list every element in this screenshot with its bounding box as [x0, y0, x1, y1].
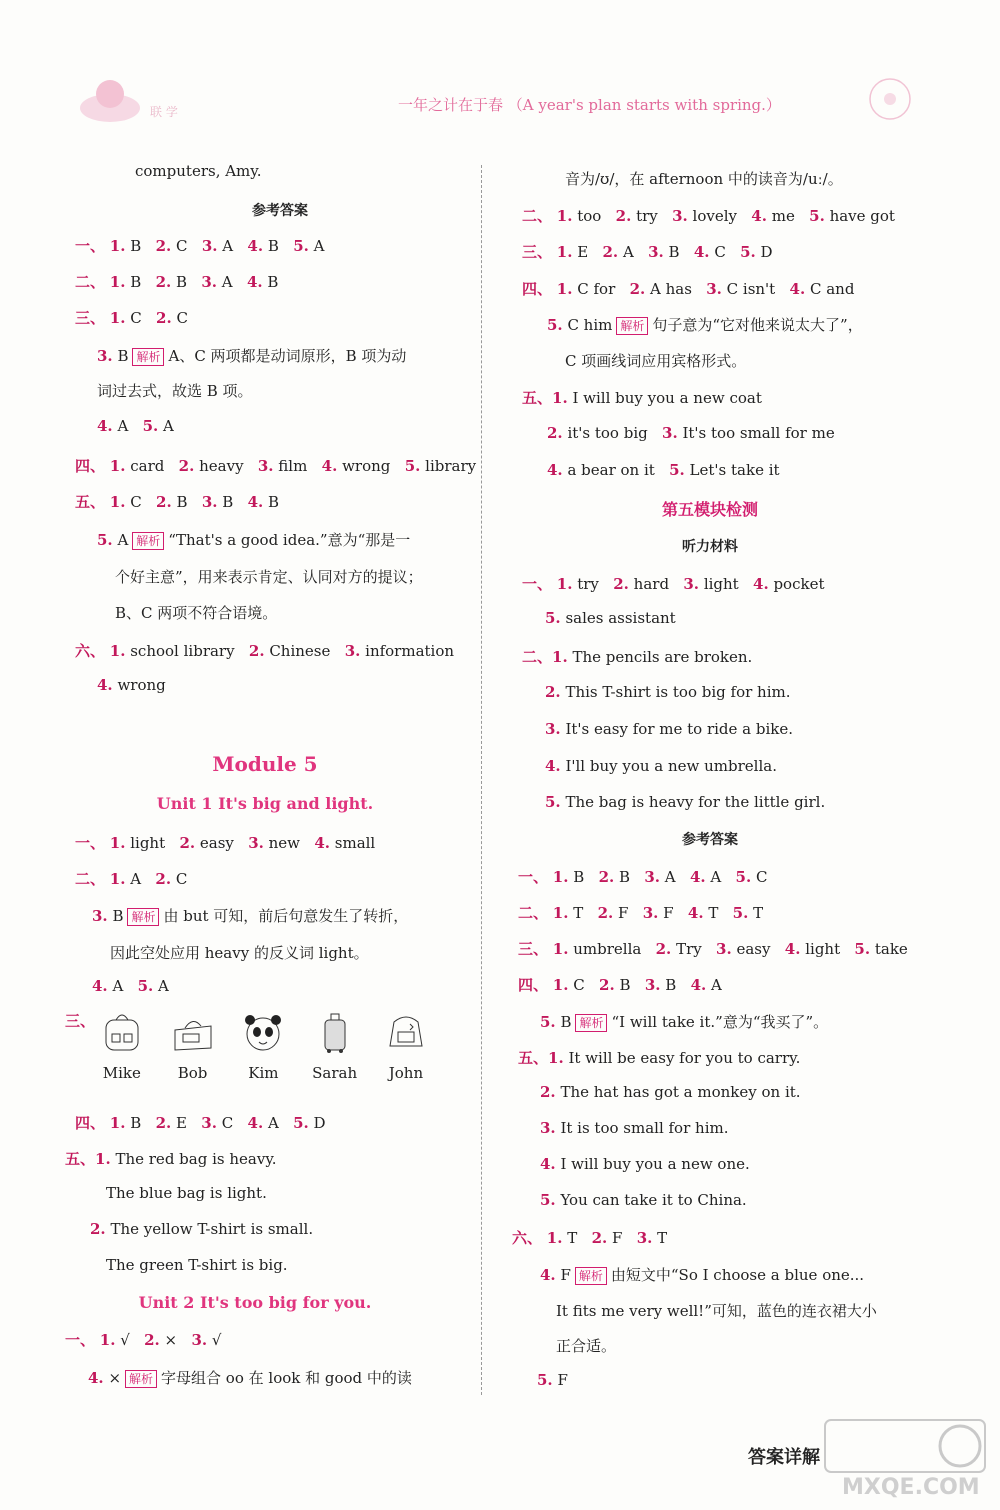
item-number: 4.	[540, 1266, 556, 1284]
analysis-badge: 解析	[575, 1267, 607, 1285]
unit-title: Unit 1 It's big and light.	[156, 794, 374, 813]
item-number: 5.	[537, 1371, 553, 1389]
item-number: 1.	[109, 273, 126, 291]
answer-row: 一、 1. try 2. hard 3. light 4. pocket	[522, 575, 825, 593]
item-number: 5.	[735, 868, 752, 886]
item-number: 4.	[247, 237, 264, 255]
item-number: 1.	[546, 1229, 563, 1247]
item-number: 3.	[344, 642, 361, 660]
answer-explanation-line: 词过去式，故选 B 项。	[97, 382, 253, 400]
item-number: 5.	[97, 531, 113, 549]
item-number: 5.	[545, 793, 561, 811]
item-number: 5.	[404, 457, 421, 475]
column-divider	[481, 165, 482, 1395]
item-number: 3.	[545, 720, 561, 738]
answer-explanation: 5. A 解析 “That's a good idea.”意为“那是一	[97, 531, 411, 549]
answer-explanation: 4. × 解析 字母组合 oo 在 look 和 good 中的读	[88, 1369, 412, 1387]
item-number: 2.	[155, 870, 172, 888]
answer-explanation: 4. F 解析 由短文中“So I choose a blue one...	[540, 1266, 865, 1284]
item-number: 4.	[751, 207, 767, 225]
item-number: 2.	[591, 1229, 608, 1247]
analysis-badge: 解析	[575, 1014, 607, 1032]
unit-title: Unit 2 It's too big for you.	[138, 1293, 372, 1312]
item-number: 2.	[655, 940, 672, 958]
item-number: 5.	[137, 977, 154, 995]
item-number: 1.	[109, 642, 126, 660]
item-number: 1.	[99, 1331, 116, 1349]
analysis-badge: 解析	[127, 908, 159, 926]
answer-explanation-line: B、C 两项不符合语境。	[115, 604, 278, 622]
answer-line: The blue bag is light.	[106, 1184, 267, 1202]
item-number: 2.	[602, 243, 619, 261]
item-number: 5.	[854, 940, 871, 958]
item-number: 5.	[545, 609, 561, 627]
item-number: 4.	[689, 868, 706, 886]
answer-row: 四、 1. C 2. B 3. B 4. A	[518, 976, 722, 994]
answer-row: 二、 1. B 2. B 3. A 4. B	[75, 273, 279, 291]
answer-row: 二、1. The pencils are broken.	[522, 648, 753, 666]
item-number: 1.	[109, 493, 126, 511]
item-number: 4.	[92, 977, 108, 995]
item-number: 1.	[552, 940, 569, 958]
item-number: 2.	[155, 273, 172, 291]
decorative-logo-icon	[70, 68, 180, 128]
panda-picture: Kim	[241, 1010, 285, 1082]
item-number: 5.	[732, 904, 749, 922]
item-number: 2.	[545, 683, 561, 701]
answer-line: The green T-shirt is big.	[106, 1256, 288, 1274]
item-number: 1.	[109, 834, 126, 852]
item-number: 5.	[809, 207, 825, 225]
answer-line: 5. The bag is heavy for the little girl.	[545, 793, 826, 811]
item-number: 3.	[201, 273, 218, 291]
item-number: 4.	[247, 493, 264, 511]
item-number: 4.	[246, 273, 263, 291]
answer-line: 5. You can take it to China.	[540, 1191, 747, 1209]
answer-explanation-line: 个好主意”，用来表示肯定、认同对方的提议；	[115, 568, 423, 586]
answer-row: 四、 1. C for 2. A has 3. C isn't 4. C and	[522, 280, 855, 298]
item-number: 3.	[97, 347, 113, 365]
item-number: 3.	[716, 940, 732, 958]
answer-row: 一、 1. B 2. C 3. A 4. B 5. A	[75, 237, 325, 255]
item-number: 3.	[201, 237, 218, 255]
svg-text:联 学: 联 学	[150, 105, 178, 119]
item-number: 3.	[191, 1331, 208, 1349]
item-number: 1.	[109, 309, 126, 327]
decorative-stamp-icon	[855, 74, 925, 124]
item-number: 1.	[552, 976, 569, 994]
item-number: 4.	[97, 676, 113, 694]
svg-text:MXQE.COM: MXQE.COM	[842, 1475, 980, 1500]
answer-row: 二、 1. A 2. C	[75, 870, 188, 888]
answer-row: 三、 1. umbrella 2. Try 3. easy 4. light 5. take	[518, 940, 908, 958]
header-motto: 一年之计在于春 （A year's plan starts with spring.）	[398, 96, 781, 114]
item-number: 5.	[293, 1114, 309, 1132]
answer-row: 五、1. The red bag is heavy.	[65, 1150, 277, 1168]
answer-row: 三、 1. C 2. C	[75, 309, 188, 327]
answer-row: 4. wrong	[97, 676, 166, 694]
item-number: 1.	[552, 868, 569, 886]
item-number: 1.	[109, 870, 126, 888]
answer-key-title: 参考答案	[682, 832, 738, 848]
item-number: 5.	[547, 316, 563, 334]
item-number: 1.	[95, 1150, 111, 1168]
item-number: 2.	[178, 457, 195, 475]
answer-line: 2. The hat has got a monkey on it.	[540, 1083, 801, 1101]
answer-key-title: 参考答案	[252, 203, 308, 219]
answer-explanation-line: 正合适。	[556, 1337, 617, 1355]
picture-matching-row: 三、 Mike Bob Kim Sarah John	[65, 1010, 450, 1082]
item-number: 4.	[247, 1114, 264, 1132]
answer-row: 四、 1. B 2. E 3. C 4. A 5. D	[75, 1114, 326, 1132]
answer-line: 4. I'll buy you a new umbrella.	[545, 757, 777, 775]
answer-line: 2. This T-shirt is too big for him.	[545, 683, 791, 701]
answer-explanation-line: 因此空处应用 heavy 的反义词 light。	[110, 944, 369, 962]
answer-line: 2. The yellow T-shirt is small.	[90, 1220, 314, 1238]
item-number: 3.	[642, 904, 659, 922]
item-number: 3.	[257, 457, 274, 475]
item-number: 2.	[547, 424, 563, 442]
answer-line: 3. It is too small for him.	[540, 1119, 729, 1137]
item-number: 4.	[314, 834, 330, 852]
item-number: 1.	[109, 1114, 126, 1132]
item-number: 2.	[613, 575, 629, 593]
item-number: 4.	[547, 461, 563, 479]
item-number: 2.	[90, 1220, 106, 1238]
answer-row: 4. a bear on it 5. Let's take it	[547, 461, 780, 479]
item-number: 2.	[599, 976, 615, 994]
answer-row: 一、 1. B 2. B 3. A 4. A 5. C	[518, 868, 768, 886]
answer-explanation: 3. B 解析 A、C 两项都是动词原形，B 项为动	[97, 347, 407, 365]
answer-explanation: 5. B 解析 “I will take it.”意为“我买了”。	[540, 1013, 829, 1031]
answer-explanation-line: It fits me very well!”可知，蓝色的连衣裙大小	[556, 1302, 877, 1320]
item-number: 1.	[556, 243, 573, 261]
item-number: 1.	[556, 575, 573, 593]
item-number: 2.	[155, 237, 172, 255]
item-number: 3.	[662, 424, 678, 442]
item-number: 5.	[142, 417, 159, 435]
answer-row: 六、 1. T 2. F 3. T	[512, 1229, 668, 1247]
item-number: 3.	[683, 575, 700, 593]
item-number: 1.	[552, 904, 569, 922]
answer-row: 4. A 5. A	[92, 977, 169, 995]
item-number: 3.	[92, 907, 108, 925]
item-number: 2.	[540, 1083, 556, 1101]
item-number: 2.	[615, 207, 632, 225]
answer-row: 二、 1. too 2. try 3. lovely 4. me 5. have got	[522, 207, 895, 225]
item-number: 1.	[552, 389, 568, 407]
item-number: 3.	[636, 1229, 653, 1247]
continued-text: 音为/ʊ/，在 afternoon 中的读音为/uː/。	[565, 170, 843, 188]
answer-row: 五、 1. C 2. B 3. B 4. B	[75, 493, 280, 511]
item-number: 4.	[789, 280, 806, 298]
item-number: 3.	[648, 243, 664, 261]
item-number: 2.	[629, 280, 646, 298]
item-number: 2.	[598, 868, 615, 886]
answer-explanation: 5. C him 解析 句子意为“它对他来说太大了”，	[547, 316, 863, 334]
item-number: 2.	[179, 834, 196, 852]
item-number: 3.	[540, 1119, 556, 1137]
answer-row: 一、 1. light 2. easy 3. new 4. small	[75, 834, 376, 852]
item-number: 1.	[548, 1049, 564, 1067]
answer-row: 五、1. It will be easy for you to carry.	[518, 1049, 801, 1067]
item-number: 1.	[556, 207, 573, 225]
watermark-logo-icon	[820, 1412, 990, 1502]
item-number: 2.	[144, 1331, 160, 1349]
module-title: Module 5	[212, 752, 318, 776]
answer-line: 3. It's easy for me to ride a bike.	[545, 720, 794, 738]
backpack-picture: Mike	[100, 1010, 144, 1082]
item-number: 3.	[672, 207, 688, 225]
answer-row: 三、 1. E 2. A 3. B 4. C 5. D	[522, 243, 773, 261]
item-number: 1.	[109, 457, 126, 475]
item-number: 4.	[753, 575, 769, 593]
item-number: 3.	[706, 280, 722, 298]
test-title: 第五模块检测	[661, 500, 758, 519]
suitcase-picture: Sarah	[312, 1010, 357, 1082]
item-number: 4.	[88, 1369, 104, 1387]
analysis-badge: 解析	[132, 532, 164, 550]
item-number: 4.	[687, 904, 704, 922]
item-number: 4.	[321, 457, 338, 475]
item-number: 1.	[109, 237, 126, 255]
answer-row: 五、1. I will buy you a new coat	[522, 389, 762, 407]
analysis-badge: 解析	[132, 348, 164, 366]
item-number: 4.	[693, 243, 710, 261]
answer-row: 二、 1. T 2. F 3. F 4. T 5. T	[518, 904, 764, 922]
item-number: 3.	[201, 493, 218, 511]
item-number: 4.	[545, 757, 561, 775]
item-number: 2.	[248, 642, 265, 660]
footer-label: 答案详解	[748, 1447, 820, 1468]
item-number: 1.	[556, 280, 573, 298]
answer-explanation-line: C 项画线词应用宾格形式。	[565, 352, 747, 370]
item-number: 1.	[552, 648, 568, 666]
item-number: 3.	[644, 976, 661, 994]
answer-row: 四、 1. card 2. heavy 3. film 4. wrong 5. library	[75, 457, 477, 475]
item-number: 4.	[690, 976, 707, 994]
item-number: 5.	[540, 1191, 556, 1209]
item-number: 4.	[97, 417, 113, 435]
continued-text: computers, Amy.	[135, 162, 262, 180]
item-number: 2.	[156, 309, 172, 327]
answer-row: 六、 1. school library 2. Chinese 3. information	[75, 642, 455, 660]
item-number: 2.	[597, 904, 614, 922]
answer-row: 一、 1. √ 2. × 3. √	[65, 1331, 222, 1349]
bag-picture: Bob	[171, 1010, 215, 1082]
item-number: 3.	[248, 834, 264, 852]
item-number: 5.	[669, 461, 685, 479]
schoolbag-picture: John	[384, 1010, 428, 1082]
answer-line: 4. I will buy you a new one.	[540, 1155, 750, 1173]
item-number: 5.	[293, 237, 309, 255]
analysis-badge: 解析	[616, 317, 648, 335]
item-number: 4.	[540, 1155, 556, 1173]
analysis-badge: 解析	[125, 1370, 157, 1388]
item-number: 2.	[155, 1114, 172, 1132]
answer-row: 5. F	[537, 1371, 568, 1389]
answer-explanation: 3. B 解析 由 but 可知，前后句意发生了转折，	[92, 907, 409, 925]
item-number: 2.	[156, 493, 172, 511]
item-number: 5.	[540, 1013, 556, 1031]
listening-title: 听力材料	[682, 539, 738, 555]
item-number: 3.	[644, 868, 661, 886]
item-number: 5.	[740, 243, 756, 261]
item-number: 3.	[201, 1114, 217, 1132]
answer-row: 5. sales assistant	[545, 609, 676, 627]
answer-row: 2. it's too big 3. It's too small for me	[547, 424, 835, 442]
item-number: 4.	[784, 940, 801, 958]
answer-row: 4. A 5. A	[97, 417, 174, 435]
